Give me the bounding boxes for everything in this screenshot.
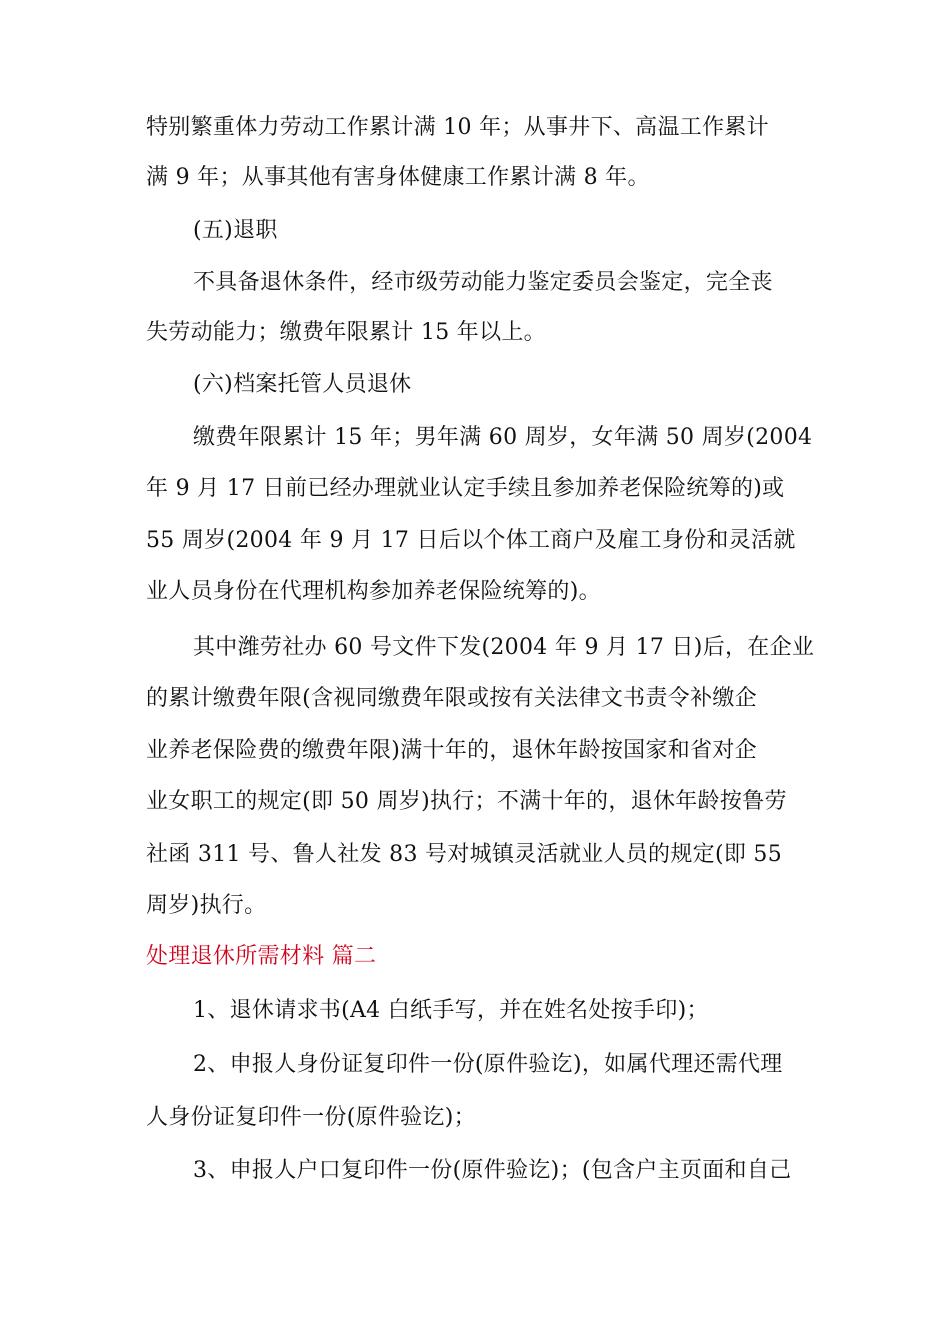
paragraph-line-12: 的累计缴费年限(含视同缴费年限或按有关法律文书责令补缴企 [146,686,757,711]
paragraph-line-13: 业养老保险费的缴费年限)满十年的，退休年龄按国家和省对企 [146,738,757,763]
paragraph-line-2: 满 9 年；从事其他有害身体健康工作累计满 8 年。 [146,165,650,190]
paragraph-line-14: 业女职工的规定(即 50 周岁)执行；不满十年的，退休年龄按鲁劳 [146,789,787,814]
paragraph-line-16: 周岁)执行。 [146,893,267,918]
section-heading-5: (五)退职 [193,218,278,243]
paragraph-line-4: 不具备退休条件，经市级劳动能力鉴定委员会鉴定，完全丧 [193,270,773,295]
paragraph-line-15: 社函 311 号、鲁人社发 83 号对城镇灵活就业人员的规定(即 55 [146,842,783,867]
section-heading-6: (六)档案托管人员退休 [193,372,412,397]
list-item-1: 1、退休请求书(A4 白纸手写，并在姓名处按手印)； [193,998,709,1023]
paragraph-line-7: 缴费年限累计 15 年；男年满 60 周岁，女年满 50 周岁(2004 [193,425,813,450]
list-item-3: 3、申报人户口复印件一份(原件验讫)；(包含户主页面和自己 [193,1158,792,1183]
paragraph-line-10: 业人员身份在代理机构参加养老保险统筹的)。 [146,579,601,604]
section-title-part-two: 处理退休所需材料 篇二 [146,944,377,969]
list-item-2-continued: 人身份证复印件一份(原件验讫)； [146,1105,476,1130]
paragraph-line-5: 失劳动能力；缴费年限累计 15 年以上。 [146,320,546,345]
paragraph-line-8: 年 9 月 17 日前已经办理就业认定手续且参加养老保险统筹的)或 [146,476,785,501]
paragraph-line-11: 其中潍劳社办 60 号文件下发(2004 年 9 月 17 日)后，在企业 [193,635,815,660]
list-item-2: 2、申报人身份证复印件一份(原件验讫)，如属代理还需代理 [193,1052,783,1077]
paragraph-line-9: 55 周岁(2004 年 9 月 17 日后以个体工商户及雇工身份和灵活就 [146,528,796,553]
paragraph-line-1: 特别繁重体力劳动工作累计满 10 年；从事井下、高温工作累计 [146,115,769,140]
